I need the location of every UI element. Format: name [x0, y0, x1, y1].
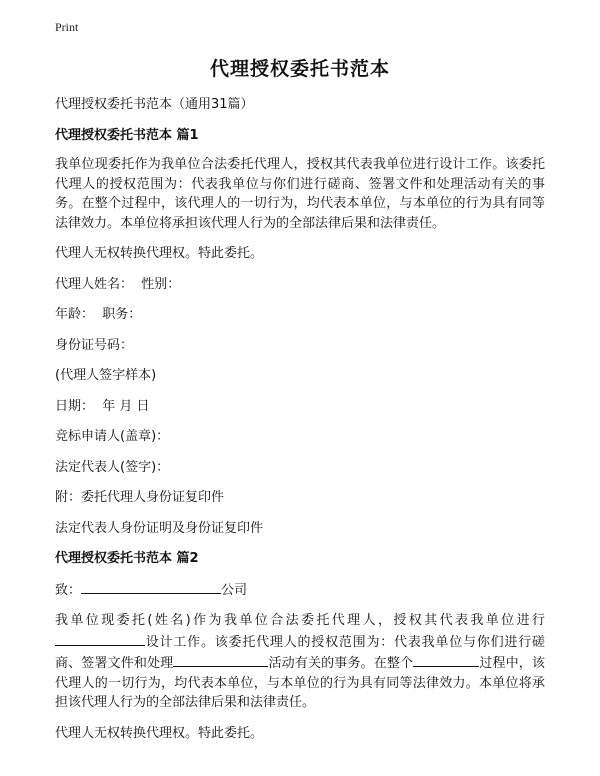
project-blank	[55, 631, 145, 646]
field-agent-name-gender: 代理人姓名： 性别：	[55, 276, 181, 292]
section-2-heading: 代理授权委托书范本 篇2	[55, 551, 199, 566]
to-prefix: 致：	[55, 582, 82, 598]
section-1-paragraph: 我单位现委托作为我单位合法委托代理人，授权其代表我单位进行设计工作。该委托代理人的授权范围为：代表我单位与你们进行磋商、签署文件和处理活动有关的事务。在整个过程中，该代理人的一切行为，均代表本单位，与本单位的行为具有同等法律效力。本单位将承担该代理人行为的全部法律后果和法律责任。	[55, 157, 545, 231]
section-1-no-transfer: 代理人无权转换代理权。特此委托。	[55, 246, 264, 261]
field-signature-sample: (代理人签字样本)	[55, 368, 157, 383]
document-body	[55, 95, 545, 754]
field-attachment-legal-rep-id: 法定代表人身份证明及身份证复印件	[55, 520, 264, 536]
field-age-position: 年龄： 职务：	[55, 307, 142, 322]
company-blank	[81, 579, 221, 594]
section-2-text-part-4: 过程中，该代理人的一切行为，均代表本单位，与本单位的行为具有同等法律效力。本单位将承担该代理人行为的全部法律后果和法律责任。	[55, 656, 545, 710]
section-2-text-part-1: 我单位现委托(姓名)作为我单位合法委托代理人，授权其代表我单位进行	[55, 613, 545, 628]
section-2-no-transfer: 代理人无权转换代理权。特此委托。	[55, 725, 264, 741]
document-subtitle: 代理授权委托书范本（通用31篇）	[55, 97, 254, 112]
section-2-text-part-2: 设计工作。该委托代理人的授权范围为：代表我单位与你们进行磋商、签署文件和处理	[55, 634, 545, 671]
document-title: 代理授权委托书范本	[209, 58, 390, 80]
field-legal-rep-sign: 法定代表人(签字)：	[55, 459, 170, 475]
section-1-heading: 代理授权委托书范本 篇1	[55, 127, 199, 143]
section-2-paragraph	[55, 611, 545, 713]
section-2-text-part-3: 活动有关的事务。在整个	[268, 656, 414, 671]
activity-blank	[173, 652, 268, 667]
field-id-number: 身份证号码：	[55, 337, 134, 353]
section-2-to-line	[55, 579, 545, 601]
field-bidder-seal: 竞标申请人(盖章)：	[55, 429, 170, 444]
field-attachment-agent-id: 附：委托代理人身份证复印件	[55, 490, 225, 505]
print-label: Print	[55, 20, 79, 34]
field-date: 日期： 年 月 日	[55, 398, 150, 414]
to-suffix: 公司	[221, 582, 248, 598]
process-blank	[413, 652, 479, 667]
